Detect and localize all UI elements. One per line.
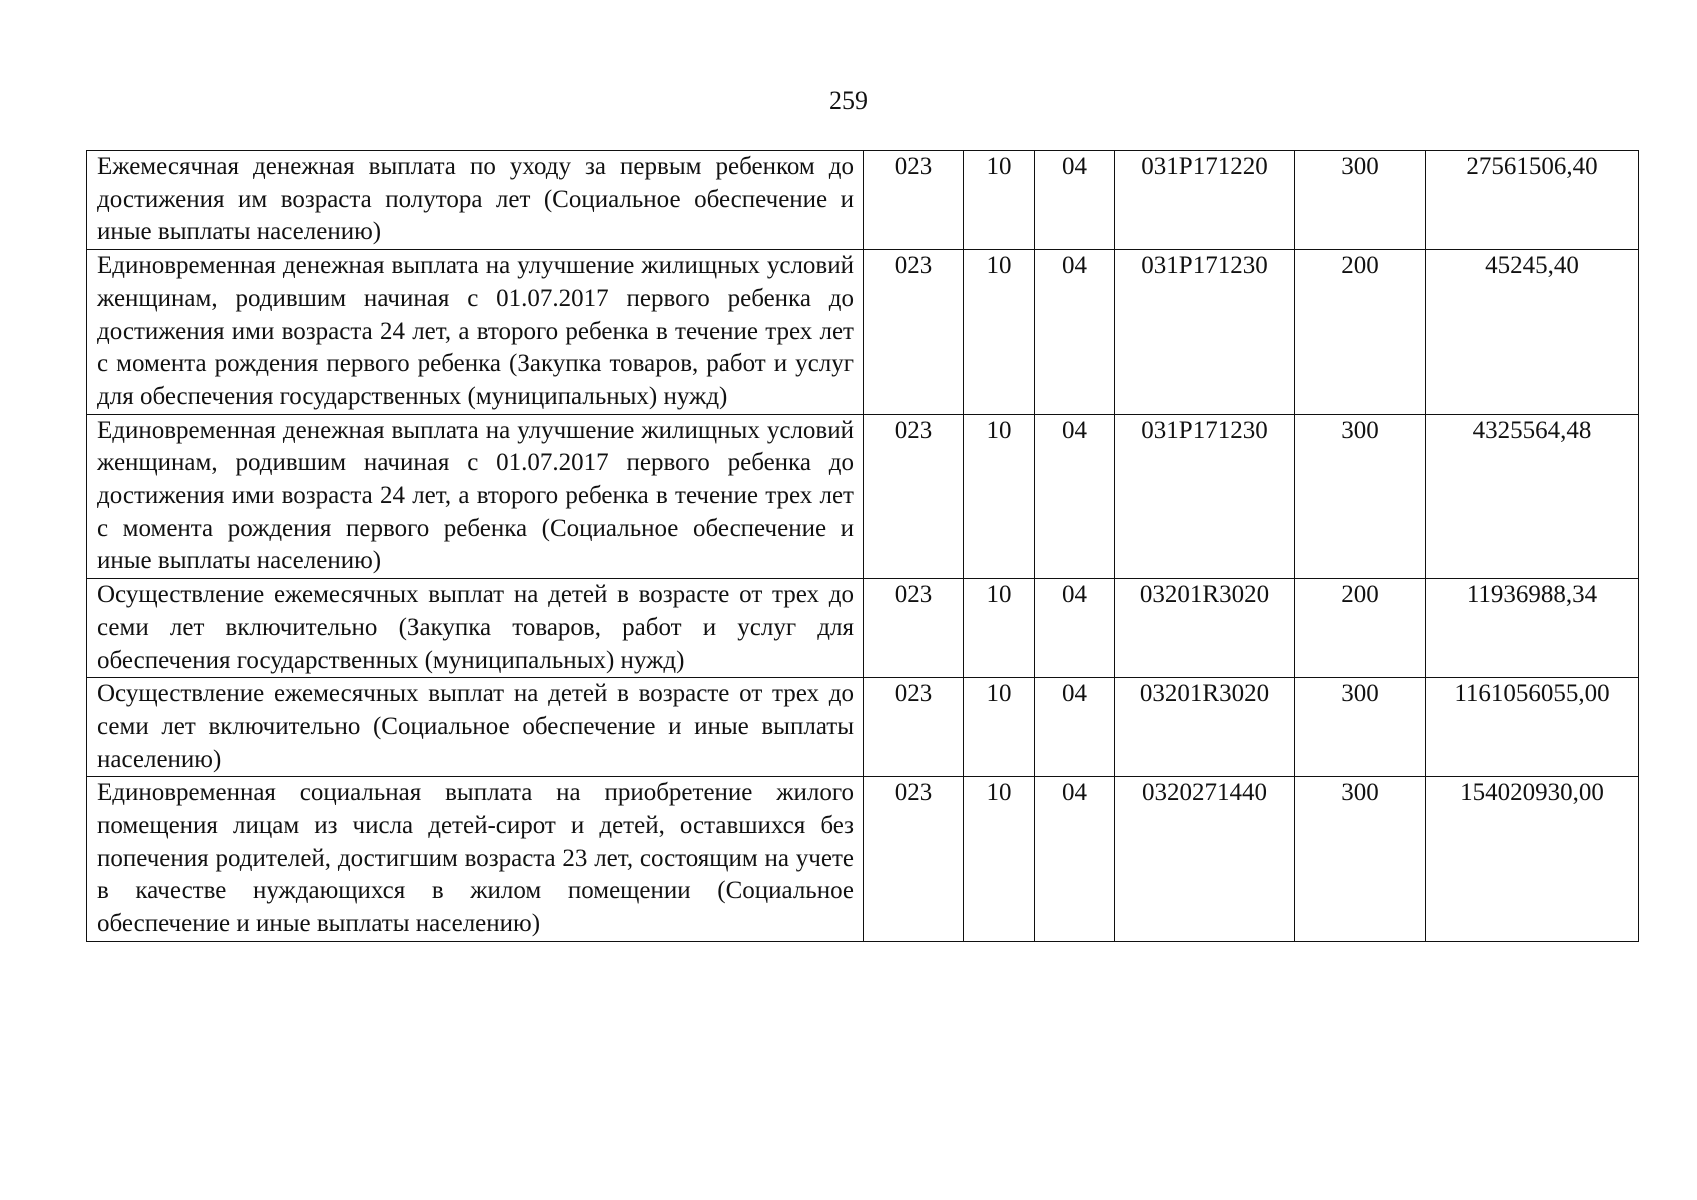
budget-table xyxy=(86,150,1639,942)
subsection-code: 04 xyxy=(1035,678,1115,777)
expense-description: Единовременная денежная выплата на улучшение жилищных условий женщинам, родившим начиная с 01.07.2017 первого ребенка до достижения ими возраста 24 лет, а второго ребенка в течение трех лет с момента рождения первого ребенка (Социальное обеспечение и иные выплаты населению) xyxy=(87,414,864,579)
expense-type-code: 200 xyxy=(1295,250,1426,415)
target-article-code: 0320271440 xyxy=(1115,777,1295,942)
expense-type-code: 200 xyxy=(1295,579,1426,678)
amount-value: 4325564,48 xyxy=(1426,414,1639,579)
expense-description: Единовременная социальная выплата на приобретение жилого помещения лицам из числа детей-сирот и детей, оставшихся без попечения родителей, достигшим возраста 23 лет, состоящим на учете в качестве нуждающихся в жилом помещении (Социальное обеспечение и иные выплаты населению) xyxy=(87,777,864,942)
section-code: 10 xyxy=(964,250,1035,415)
section-code: 10 xyxy=(964,414,1035,579)
table-row xyxy=(87,414,1639,579)
expense-type-code: 300 xyxy=(1295,414,1426,579)
amount-value: 1161056055,00 xyxy=(1426,678,1639,777)
target-article-code: 031P171230 xyxy=(1115,414,1295,579)
page-number: 259 xyxy=(829,86,868,115)
expense-type-code: 300 xyxy=(1295,678,1426,777)
table-row xyxy=(87,777,1639,942)
amount-value: 11936988,34 xyxy=(1426,579,1639,678)
department-code: 023 xyxy=(864,777,964,942)
table-row xyxy=(87,678,1639,777)
section-code: 10 xyxy=(964,151,1035,250)
expense-description: Осуществление ежемесячных выплат на детей в возрасте от трех до семи лет включительно (Закупка товаров, работ и услуг для обеспечения государственных (муниципальных) нужд) xyxy=(87,579,864,678)
amount-value: 27561506,40 xyxy=(1426,151,1639,250)
department-code: 023 xyxy=(864,250,964,415)
expense-type-code: 300 xyxy=(1295,777,1426,942)
expense-description: Единовременная денежная выплата на улучшение жилищных условий женщинам, родившим начиная с 01.07.2017 первого ребенка до достижения ими возраста 24 лет, а второго ребенка в течение трех лет с момента рождения первого ребенка (Закупка товаров, работ и услуг для обеспечения государственных (муниципальных) нужд) xyxy=(87,250,864,415)
subsection-code: 04 xyxy=(1035,151,1115,250)
section-code: 10 xyxy=(964,777,1035,942)
table-row xyxy=(87,250,1639,415)
expense-description: Ежемесячная денежная выплата по уходу за первым ребенком до достижения им возраста полутора лет (Социальное обеспечение и иные выплаты населению) xyxy=(87,151,864,250)
department-code: 023 xyxy=(864,678,964,777)
amount-value: 154020930,00 xyxy=(1426,777,1639,942)
table-row xyxy=(87,151,1639,250)
subsection-code: 04 xyxy=(1035,579,1115,678)
target-article-code: 031P171220 xyxy=(1115,151,1295,250)
expense-description: Осуществление ежемесячных выплат на детей в возрасте от трех до семи лет включительно (Социальное обеспечение и иные выплаты населению) xyxy=(87,678,864,777)
expense-type-code: 300 xyxy=(1295,151,1426,250)
subsection-code: 04 xyxy=(1035,414,1115,579)
amount-value: 45245,40 xyxy=(1426,250,1639,415)
section-code: 10 xyxy=(964,579,1035,678)
target-article-code: 03201R3020 xyxy=(1115,579,1295,678)
subsection-code: 04 xyxy=(1035,777,1115,942)
target-article-code: 031P171230 xyxy=(1115,250,1295,415)
department-code: 023 xyxy=(864,151,964,250)
table-row xyxy=(87,579,1639,678)
target-article-code: 03201R3020 xyxy=(1115,678,1295,777)
department-code: 023 xyxy=(864,579,964,678)
subsection-code: 04 xyxy=(1035,250,1115,415)
section-code: 10 xyxy=(964,678,1035,777)
department-code: 023 xyxy=(864,414,964,579)
